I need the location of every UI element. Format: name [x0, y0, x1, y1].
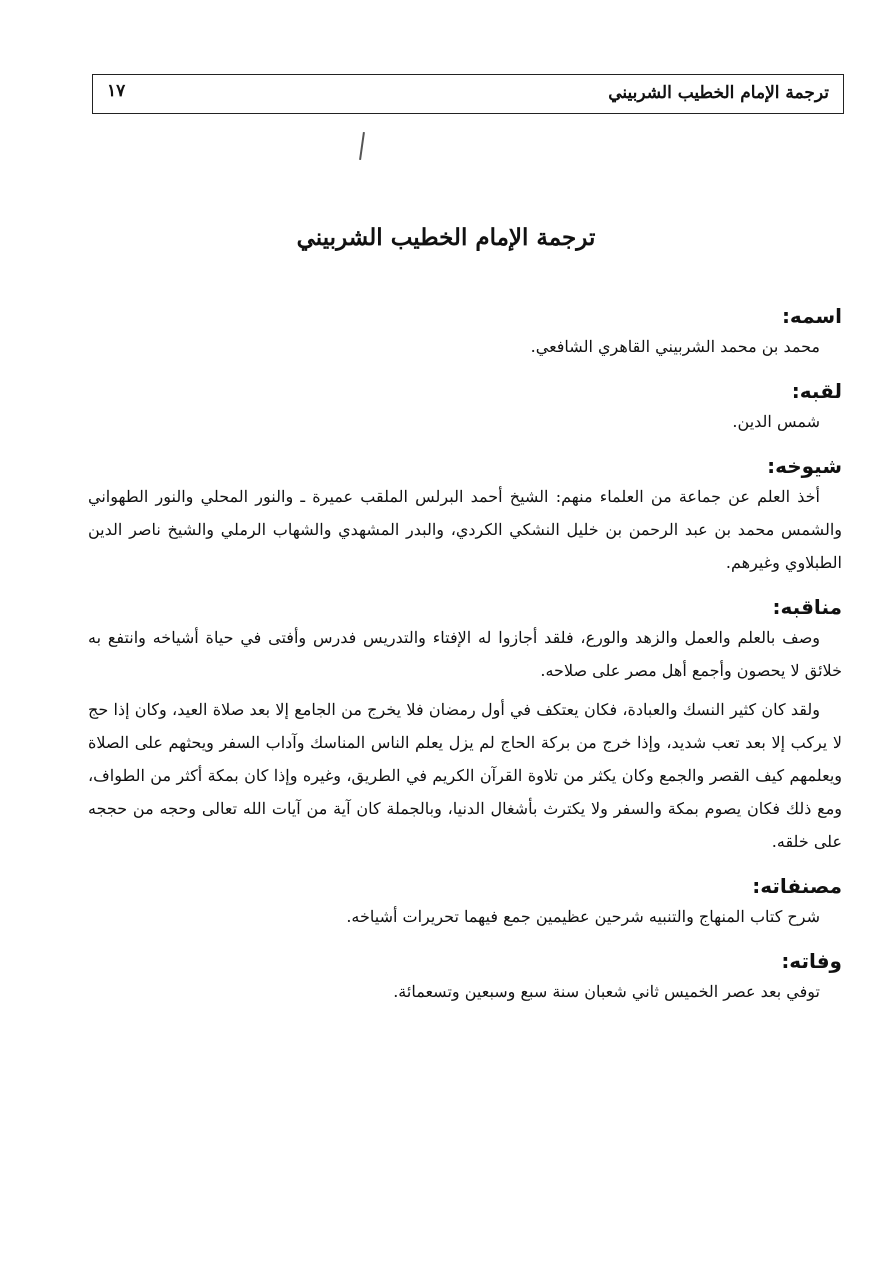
running-header-title: ترجمة الإمام الخطيب الشربيني: [608, 83, 829, 103]
section-heading-works: مصنفاته:: [752, 874, 842, 898]
section-death: [88, 947, 842, 1008]
section-heading-death: وفاته:: [781, 949, 842, 973]
running-header: [92, 74, 844, 114]
section-works: [88, 872, 842, 933]
section-heading-title: لقبه:: [791, 379, 842, 403]
paragraph: محمد بن محمد الشربيني القاهري الشافعي.: [530, 337, 820, 356]
section-title: [88, 377, 842, 438]
section-virtues: [88, 593, 842, 858]
section-name: [88, 302, 842, 363]
paragraph: توفي بعد عصر الخميس ثاني شعبان سنة سبع وسبعين وتسعمائة.: [393, 982, 820, 1001]
paragraph: ولقد كان كثير النسك والعبادة، فكان يعتكف في أول رمضان فلا يخرج من الجامع إلا بعد صلاة العيد، وكان إذا حج لا يركب إلا بعد تعب شديد، وإذا خرج من بركة الحاج لم يزل يعلم الناس المناسك وآداب السفر ويحثهم على الصلاة ويعلمهم كيف القصر والجمع وكان يكثر من تلاوة القرآن الكريم في الطريق، وغيره وإذا كان بمكة أكثر من الطواف، ومع ذلك فكان يصوم بمكة والسفر ولا يكترث بأشغال الدنيا، وبالجملة كان آية من آيات الله تعالى وحجه من حججه على خلقه.: [88, 700, 843, 851]
section-teachers: [88, 452, 842, 579]
section-heading-teachers: شيوخه:: [767, 454, 842, 478]
section-heading-virtues: مناقبه:: [772, 595, 842, 619]
paragraph: وصف بالعلم والعمل والزهد والورع، فلقد أجازوا له الإفتاء والتدريس فدرس وأفتى في حياة أشياخه وانتفع به خلائق لا يحصون وأجمع أهل مصر على صلاحه.: [88, 628, 842, 680]
section-heading-name: اسمه:: [781, 304, 842, 328]
page-number: ١٧: [107, 81, 126, 101]
page-title: ترجمة الإمام الخطيب الشربيني: [296, 224, 596, 251]
pen-mark: [359, 132, 364, 160]
paragraph: أخذ العلم عن جماعة من العلماء منهم: الشيخ أحمد البرلس الملقب عميرة ـ والنور المحلي والنور الطهواني والشمس محمد بن عبد الرحمن بن خليل النشكي الكردي، والبدر المشهدي والشهاب الرملي والشيخ ناصر الدين الطبلاوي وغيرهم.: [88, 487, 842, 572]
paragraph: شمس الدين.: [732, 412, 820, 431]
paragraph: شرح كتاب المنهاج والتنبيه شرحين عظيمين جمع فيهما تحريرات أشياخه.: [346, 907, 820, 926]
biography-body: [88, 302, 842, 1022]
